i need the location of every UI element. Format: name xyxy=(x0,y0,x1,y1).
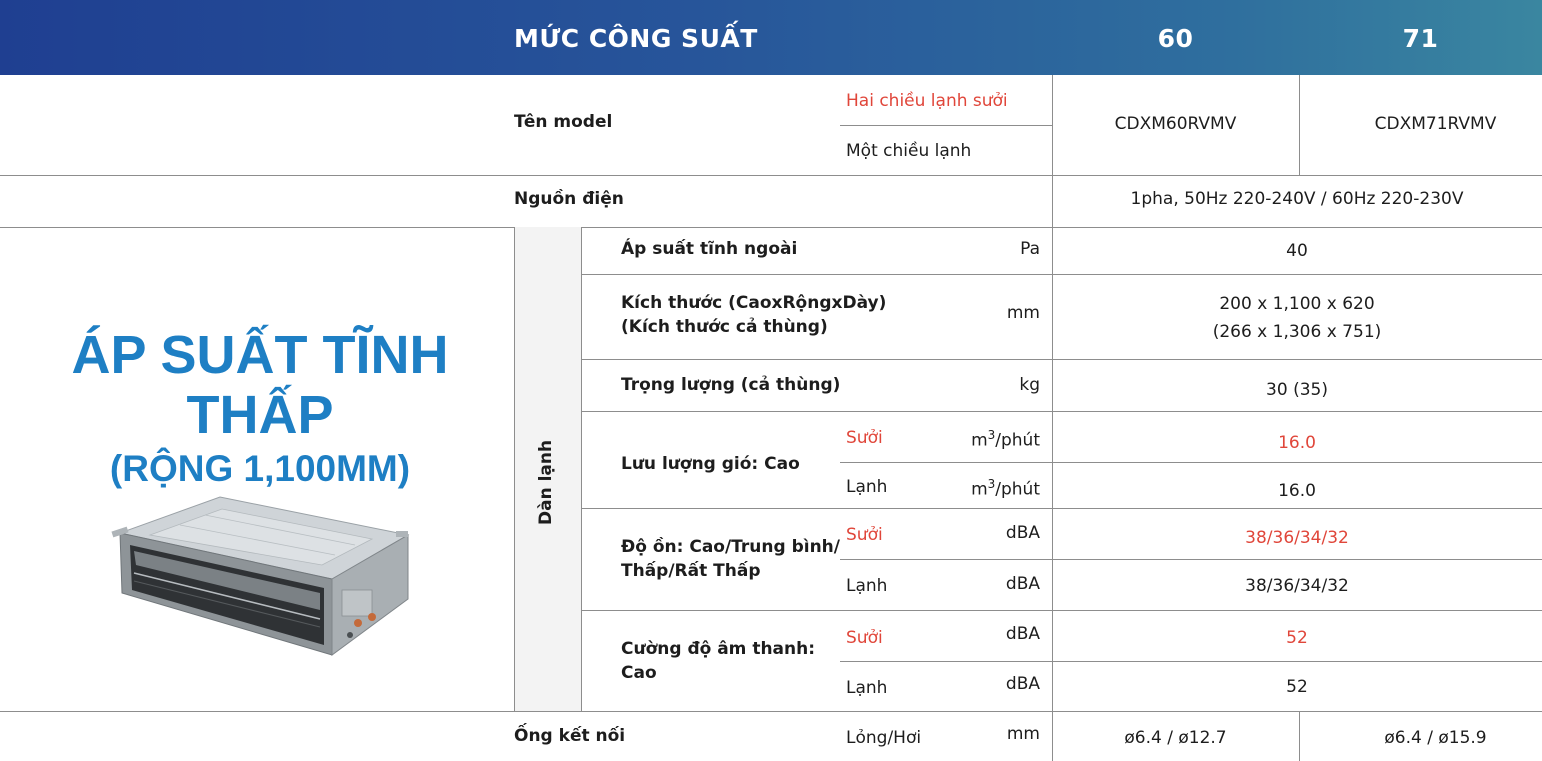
static-pressure-unit: Pa xyxy=(1020,239,1040,259)
noise-heat-label: Sưởi xyxy=(846,525,883,545)
dimensions-value: 200 x 1,100 x 620 xyxy=(1219,294,1375,314)
noise-cool-value: 38/36/34/32 xyxy=(1245,576,1349,596)
noise-heat-value: 38/36/34/32 xyxy=(1245,528,1349,548)
static-pressure-label: Áp suất tĩnh ngoài xyxy=(621,239,798,259)
dimensions-label: Kích thước (CaoxRộngxDày) xyxy=(621,293,887,313)
piping-sub-label: Lỏng/Hơi xyxy=(846,728,922,748)
sound-power-label-2: Cao xyxy=(621,663,657,683)
model-60: CDXM60RVMV xyxy=(1114,114,1237,134)
power-value: 1pha, 50Hz 220-240V / 60Hz 220-230V xyxy=(1130,189,1464,209)
rule xyxy=(582,274,1542,275)
rule xyxy=(0,175,1542,176)
airflow-cool-label: Lạnh xyxy=(846,477,888,497)
weight-value: 30 (35) xyxy=(1266,380,1328,400)
airflow-heat-value: 16.0 xyxy=(1278,433,1316,453)
rule xyxy=(582,359,1542,360)
sound-cool-value: 52 xyxy=(1286,677,1308,697)
heading-line-3: (RỘNG 1,100MM) xyxy=(109,448,411,489)
heat-cool-label: Hai chiều lạnh sưởi xyxy=(846,91,1008,111)
sound-cool-unit: dBA xyxy=(1005,674,1040,694)
piping-label: Ống kết nối xyxy=(514,726,626,746)
sound-power-label: Cường độ âm thanh: xyxy=(621,639,816,659)
airflow-cool-value: 16.0 xyxy=(1278,481,1316,501)
rule xyxy=(0,711,1542,712)
noise-cool-unit: dBA xyxy=(1005,574,1040,594)
heading-line-1: ÁP SUẤT TĨNH xyxy=(71,325,449,385)
sound-heat-unit: dBA xyxy=(1005,624,1040,644)
product-heading xyxy=(40,325,480,491)
noise-label-2: Thấp/Rất Thấp xyxy=(621,561,761,581)
airflow-heat-unit: $m^3$/phút xyxy=(971,428,1040,451)
rule xyxy=(1052,75,1053,761)
cool-only-label: Một chiều lạnh xyxy=(846,141,972,161)
weight-unit: kg xyxy=(1019,375,1040,395)
dimensions-box-label: (Kích thước cả thùng) xyxy=(621,317,828,337)
model-71: CDXM71RVMV xyxy=(1374,114,1497,134)
capacity-71: 71 xyxy=(1402,24,1439,53)
rule xyxy=(840,125,1052,126)
noise-label: Độ ồn: Cao/Trung bình/ xyxy=(621,537,840,557)
indoor-group-label: Dàn lạnh xyxy=(536,439,556,525)
heading-line-2: THẤP xyxy=(186,385,334,445)
rule xyxy=(582,411,1542,412)
duct-unit-image xyxy=(110,495,410,660)
piping-unit: mm xyxy=(1006,724,1040,744)
model-label: Tên model xyxy=(514,112,613,132)
rule xyxy=(840,462,1542,463)
weight-label: Trọng lượng (cả thùng) xyxy=(621,375,841,395)
power-label: Nguồn điện xyxy=(514,189,624,209)
noise-heat-unit: dBA xyxy=(1005,523,1040,543)
static-pressure-value: 40 xyxy=(1286,241,1308,261)
sound-heat-label: Sưởi xyxy=(846,628,883,648)
rule xyxy=(840,559,1542,560)
capacity-title: MỨC CÔNG SUẤT xyxy=(514,24,758,53)
header-bar xyxy=(0,0,1542,75)
rule xyxy=(582,508,1542,509)
rule xyxy=(840,661,1542,662)
rule xyxy=(582,610,1542,611)
noise-cool-label: Lạnh xyxy=(846,576,888,596)
rule xyxy=(0,227,1542,228)
airflow-heat-label: Sưởi xyxy=(846,428,883,448)
sound-cool-label: Lạnh xyxy=(846,678,888,698)
piping-71: ø6.4 / ø15.9 xyxy=(1384,728,1487,748)
dimensions-box-value: (266 x 1,306 x 751) xyxy=(1212,322,1382,342)
sound-heat-value: 52 xyxy=(1286,628,1308,648)
capacity-60: 60 xyxy=(1157,24,1194,53)
piping-60: ø6.4 / ø12.7 xyxy=(1124,728,1227,748)
airflow-label: Lưu lượng gió: Cao xyxy=(621,454,800,474)
airflow-cool-unit: $m^3$/phút xyxy=(971,477,1040,500)
dimensions-unit: mm xyxy=(1006,303,1040,323)
